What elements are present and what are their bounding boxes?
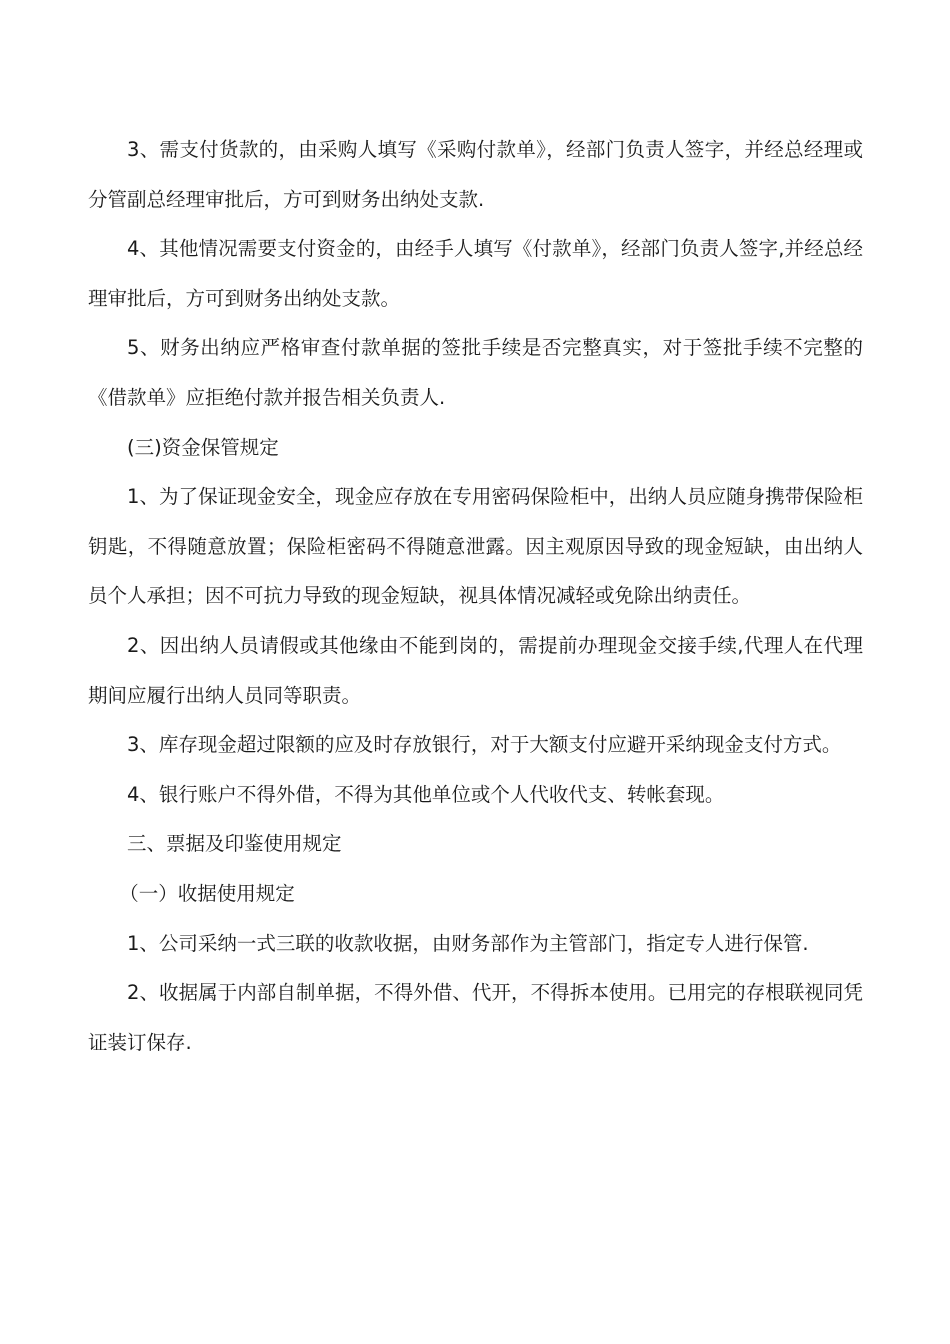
paragraph-bank-account: 4、银行账户不得外借，不得为其他单位或个人代收代支、转帐套现。 [127,782,725,806]
paragraph-payment-goods: 3、需支付货款的，由采购人填写《采购付款单》，经部门负责人签字，并经总经理或分管副总经理审批后，方可到财务出纳处支款. [88,138,863,211]
section-heading-fund-custody: (三)资金保管规定 [127,435,279,459]
document-body [88,125,863,1067]
paragraph-cashier-review: 5、财务出纳应严格审查付款单据的签批手续是否完整真实，对于签批手续不完整的《借款单》应拒绝付款并报告相关负责人. [88,336,863,409]
paragraph-cash-safety: 1、为了保证现金安全，现金应存放在专用密码保险柜中，出纳人员应随身携带保险柜钥匙，不得随意放置；保险柜密码不得随意泄露。因主观原因导致的现金短缺，由出纳人员个人承担；因不可抗力导致的现金短缺，视具体情况减轻或免除出纳责任。 [88,485,863,608]
paragraph-payment-other: 4、其他情况需要支付资金的，由经手人填写《付款单》，经部门负责人签字,并经总经理审批后，方可到财务出纳处支款。 [88,237,863,310]
paragraph-cash-limit: 3、库存现金超过限额的应及时存放银行，对于大额支付应避开采纳现金支付方式。 [127,733,842,757]
paragraph-receipt-usage: 2、收据属于内部自制单据，不得外借、代开，不得拆本使用。已用完的存根联视同凭证装订保存. [88,981,863,1054]
section-heading-bills-seals: 三、票据及印鉴使用规定 [127,832,342,856]
paragraph-receipt-custody: 1、公司采纳一式三联的收款收据，由财务部作为主管部门，指定专人进行保管. [127,931,809,955]
paragraph-cashier-leave: 2、因出纳人员请假或其他缘由不能到岗的，需提前办理现金交接手续,代理人在代理期间应履行出纳人员同等职责。 [88,633,863,707]
subsection-heading-receipts: （一）收据使用规定 [119,881,295,905]
